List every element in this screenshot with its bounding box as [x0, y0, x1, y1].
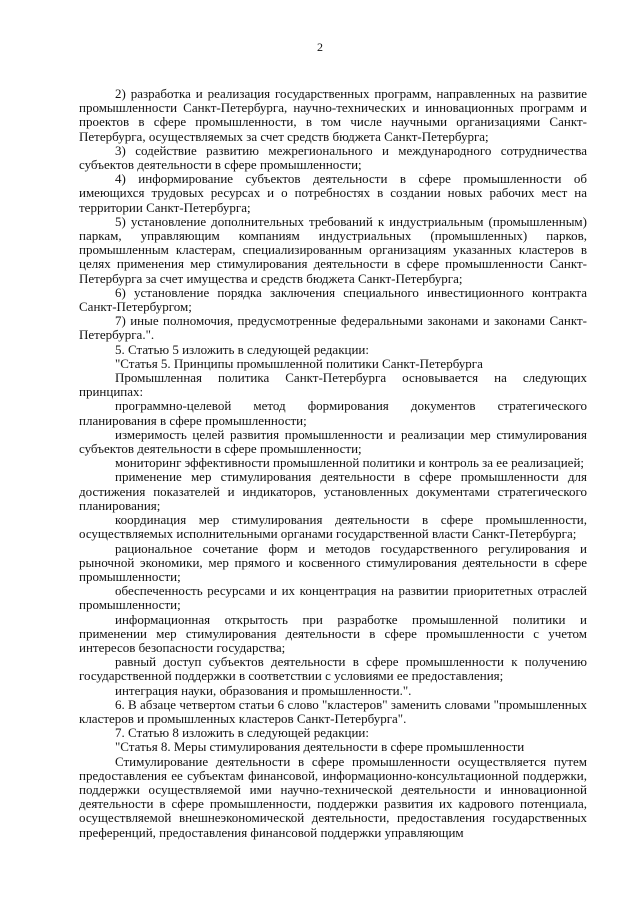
paragraph-item-5: 5) установление дополнительных требований к индустриальным (промышленным) паркам, управляющим компаниям индустриальных (промышленных) парков, промышленным кластерам, специализированным организациям указанных кластеров в целях применения мер стимулирования деятельности в сфере промышленности Санкт-Петербурга за счет имущества и средств бюджета Санкт-Петербурга; [79, 213, 587, 286]
paragraph-item-6: 6) установление порядка заключения специального инвестиционного контракта Санкт-Петербургом; [79, 284, 587, 315]
amendment-6: 6. В абзаце четвертом статьи 6 слово "кластеров" заменить словами "промышленных кластеров и промышленных кластеров Санкт-Петербурга". [79, 696, 587, 726]
article-5-heading: "Статья 5. Принципы промышленной политики Санкт-Петербурга [115, 355, 483, 371]
principles-intro: Промышленная политика Санкт-Петербурга основывается на следующих принципах: [79, 370, 587, 400]
principle-3: мониторинг эффективности промышленной политики и контроль за ее реализацией; [115, 455, 585, 471]
paragraph-item-7: 7) иные полномочия, предусмотренные федеральными законами и законами Санкт-Петербурга.". [79, 313, 587, 343]
principle-7: обеспеченность ресурсами и их концентрация на развитии приоритетных отраслей промышленности; [79, 583, 587, 613]
page-number: 2 [317, 40, 323, 54]
article-8-text: Стимулирование деятельности в сфере промышленности осуществляется путем предоставления ее субъектам финансовой, информационно-консультационной поддержки, поддержки осуществляемой ими научно-технической деятельности и инновационной деятельности в сфере промышленности, поддержки развития их кадрового потенциала, осуществляемой внешнеэкономической деятельности, предоставления государственных преференций, предоставления финансовой поддержки управляющим [79, 753, 587, 840]
principle-4: применение мер стимулирования деятельности в сфере промышленности для достижения показателей и индикаторов, установленных документами стратегического планирования; [79, 469, 587, 513]
paragraph-item-2: 2) разработка и реализация государственных программ, направленных на развитие промышленности Санкт-Петербурга, научно-технических и инновационных программ и проектов в сфере промышленности, в том числе научными организациями Санкт-Петербурга, осуществляемых за счет средств бюджета Санкт-Петербурга; [79, 86, 587, 144]
principle-10: интеграция науки, образования и промышленности.". [115, 682, 412, 698]
amendment-5-intro: 5. Статью 5 изложить в следующей редакции: [115, 341, 369, 357]
paragraph-item-3: 3) содействие развитию межрегионального и международного сотрудничества субъектов деятельности в сфере промышленности; [79, 142, 587, 173]
principle-5: координация мер стимулирования деятельности в сфере промышленности, осуществляемых исполнительными органами государственной власти Санкт-Петербурга; [79, 512, 587, 542]
principle-6: рациональное сочетание форм и методов государственного регулирования и рыночной экономики, мер прямого и косвенного стимулирования деятельности в сфере промышленности; [79, 540, 587, 584]
principle-1: программно-целевой метод формирования документов стратегического планирования в сфере промышленности; [79, 398, 587, 428]
document-body [79, 87, 587, 840]
article-8-heading: "Статья 8. Меры стимулирования деятельности в сфере промышленности [115, 739, 525, 755]
principle-2: измеримость целей развития промышленности и реализации мер стимулирования субъектов деятельности в сфере промышленности; [79, 426, 587, 457]
principle-9: равный доступ субъектов деятельности в сфере промышленности к получению государственной поддержки в соответствии с условиями ее предоставления; [79, 654, 587, 684]
amendment-7-intro: 7. Статью 8 изложить в следующей редакции: [115, 725, 369, 741]
principle-8: информационная открытость при разработке промышленной политики и применении мер стимулирования деятельности в сфере промышленности с учетом интересов безопасности государства; [79, 611, 587, 655]
paragraph-item-4: 4) информирование субъектов деятельности в сфере промышленности об имеющихся трудовых ресурсах и о потребностях в создании новых рабочих мест на территории Санкт-Петербурга; [79, 171, 587, 215]
